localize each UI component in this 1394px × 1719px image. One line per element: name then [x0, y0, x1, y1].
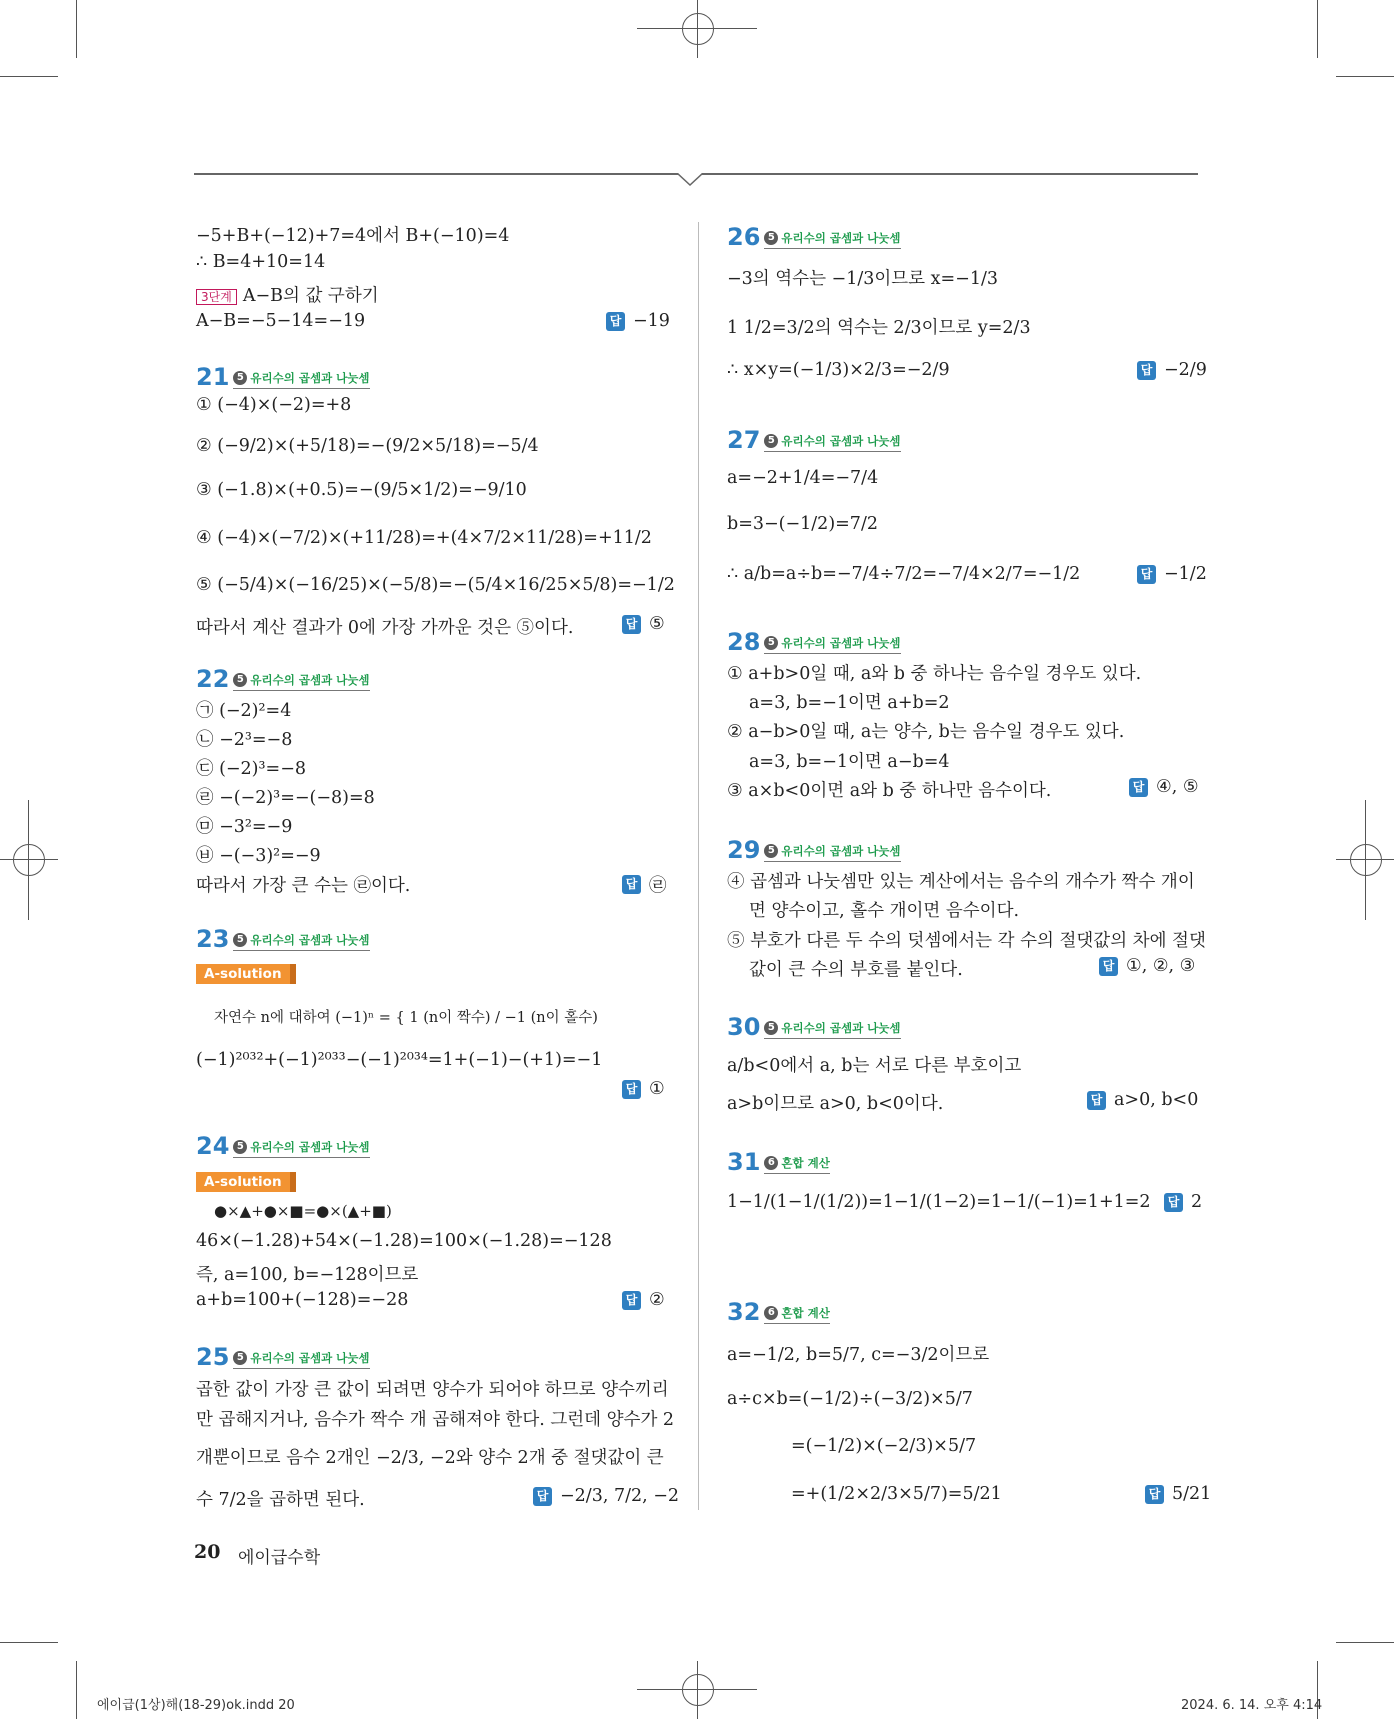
topic-tag: 5 유리수의 곱셈과 나눗셈: [764, 635, 900, 654]
question-number: 31: [727, 1148, 761, 1176]
q28-line-3: ② a−b>0일 때, a는 양수, b는 음수일 경우도 있다.: [727, 722, 1125, 742]
question-29-header: [727, 838, 901, 862]
answer-value: −19: [633, 311, 670, 331]
question-number: 24: [196, 1132, 230, 1160]
question-number: 25: [196, 1343, 230, 1371]
step-text: A−B의 값 구하기: [242, 286, 379, 306]
q25-line-4: 수 7/2을 곱하면 된다.: [196, 1490, 365, 1510]
answer-value: ①: [649, 1079, 665, 1099]
answer-badge: 답: [1099, 957, 1118, 976]
question-number: 23: [196, 925, 230, 953]
q28-line-4: a=3, b=−1이면 a−b=4: [749, 752, 950, 772]
q24-line-3: a+b=100+(−128)=−28: [196, 1290, 409, 1310]
level-icon: 5: [764, 636, 778, 650]
top-line-4: A−B=−5−14=−19: [196, 311, 366, 331]
q22-line-2: ㉡ −2³=−8: [196, 730, 293, 750]
answer-32: [1145, 1484, 1211, 1504]
answer-badge: 답: [622, 1291, 641, 1310]
q27-line-3: ∴ a/b=a÷b=−7/4÷7/2=−7/4×2/7=−1/2: [727, 564, 1081, 584]
question-24-header: [196, 1134, 370, 1158]
q23-line-1: (−1)²⁰³²+(−1)²⁰³³−(−1)²⁰³⁴=1+(−1)−(+1)=−1: [196, 1050, 603, 1070]
question-28-header: [727, 630, 901, 654]
q26-line-3: ∴ x×y=(−1/3)×2/3=−2/9: [727, 360, 950, 380]
q22-line-1: ㉠ (−2)²=4: [196, 701, 292, 721]
q21-line-6: 따라서 계산 결과가 0에 가장 가까운 것은 ⑤이다.: [196, 618, 574, 638]
top-line-1: −5+B+(−12)+7=4에서 B+(−10)=4: [196, 226, 510, 246]
question-number: 21: [196, 363, 230, 391]
topic-tag: 5 유리수의 곱셈과 나눗셈: [233, 1139, 369, 1158]
question-number: 32: [727, 1298, 761, 1326]
q25-line-3: 개뿐이므로 음수 2개인 −2/3, −2와 양수 2개 중 절댓값이 큰: [196, 1448, 664, 1468]
question-26-header: [727, 225, 901, 249]
registration-mark-left: [13, 844, 45, 876]
step-heading: [196, 282, 379, 307]
answer-22: [622, 872, 667, 897]
answer-value: ⑤: [649, 614, 665, 634]
answer-top: [606, 311, 670, 331]
q27-line-1: a=−2+1/4=−7/4: [727, 468, 879, 488]
column-divider: [698, 222, 699, 1510]
q32-line-2: a÷c×b=(−1/2)÷(−3/2)×5/7: [727, 1389, 973, 1409]
q22-line-7: 따라서 가장 큰 수는 ㉣이다.: [196, 876, 411, 896]
question-21-header: [196, 365, 370, 389]
q22-line-5: ㉤ −3²=−9: [196, 817, 293, 837]
level-icon: 5: [764, 1021, 778, 1035]
crop-mark: [76, 1661, 77, 1719]
answer-value: 5/21: [1172, 1484, 1212, 1504]
q21-line-4: ④ (−4)×(−7/2)×(+11/28)=+(4×7/2×11/28)=+11/2: [196, 528, 652, 548]
a-solution-label: A-solution: [196, 1172, 296, 1192]
question-number: 30: [727, 1013, 761, 1041]
q26-line-1: −3의 역수는 −1/3이므로 x=−1/3: [727, 269, 999, 289]
answer-value: ㉣: [649, 876, 667, 896]
question-30-header: [727, 1015, 901, 1039]
footer-filename: 에이급(1상)해(18-29)ok.indd 20: [97, 1698, 295, 1713]
q21-line-5: ⑤ (−5/4)×(−16/25)×(−5/8)=−(5/4×16/25×5/8)=−1/2: [196, 575, 675, 595]
answer-value: −2/9: [1164, 360, 1207, 380]
topic-tag: 5 유리수의 곱셈과 나눗셈: [233, 370, 369, 389]
q31-line-1: 1−1/(1−1/(1/2))=1−1/(1−2)=1−1/(−1)=1+1=2: [727, 1192, 1151, 1212]
q30-line-1: a/b<0에서 a, b는 서로 다른 부호이고: [727, 1056, 1022, 1076]
q26-line-2: 1 1/2=3/2의 역수는 2/3이므로 y=2/3: [727, 318, 1031, 338]
q30-line-2: a>b이므로 a>0, b<0이다.: [727, 1094, 944, 1114]
crop-mark: [1317, 0, 1318, 58]
answer-31: [1164, 1192, 1202, 1212]
q25-line-2: 만 곱해지거나, 음수가 짝수 개 곱해져야 한다. 그런데 양수가 2: [196, 1410, 675, 1430]
q21-line-3: ③ (−1.8)×(+0.5)=−(9/5×1/2)=−9/10: [196, 480, 527, 500]
level-icon: 6: [764, 1306, 778, 1320]
registration-crosshair: [28, 800, 29, 920]
answer-value: ②: [649, 1290, 665, 1310]
q24-line-2: 즉, a=100, b=−128이므로: [196, 1265, 419, 1285]
a-solution-label: A-solution: [196, 964, 296, 984]
q28-line-1: ① a+b>0일 때, a와 b 중 하나는 음수일 경우도 있다.: [727, 664, 1142, 684]
q29-line-3: ⑤ 부호가 다른 두 수의 덧셈에서는 각 수의 절댓값의 차에 절댓: [727, 931, 1206, 951]
question-31-header: [727, 1150, 830, 1174]
level-icon: 5: [233, 371, 247, 385]
q32-line-1: a=−1/2, b=5/7, c=−3/2이므로: [727, 1345, 990, 1365]
q28-line-5: ③ a×b<0이면 a와 b 중 하나만 음수이다.: [727, 781, 1052, 801]
crop-mark: [0, 76, 58, 77]
answer-badge: 답: [1129, 778, 1148, 797]
answer-badge: 답: [1164, 1193, 1183, 1212]
crop-mark: [1336, 1642, 1394, 1643]
level-icon: 5: [233, 673, 247, 687]
q29-line-1: ④ 곱셈과 나눗셈만 있는 계산에서는 음수의 개수가 짝수 개이: [727, 872, 1195, 892]
registration-mark-right: [1350, 844, 1382, 876]
topic-tag: 5 유리수의 곱셈과 나눗셈: [764, 433, 900, 452]
q28-line-2: a=3, b=−1이면 a+b=2: [749, 693, 950, 713]
question-25-header: [196, 1345, 370, 1369]
answer-value: −1/2: [1164, 564, 1207, 584]
q24-solution: ●×▲+●×■=●×(▲+■): [214, 1202, 392, 1220]
answer-21: [622, 614, 665, 634]
topic-tag: 6 혼합 계산: [764, 1305, 829, 1324]
topic-tag: 6 혼합 계산: [764, 1155, 829, 1174]
answer-value: 2: [1191, 1192, 1203, 1212]
q29-line-2: 면 양수이고, 홀수 개이면 음수이다.: [749, 901, 1020, 921]
level-icon: 5: [233, 1140, 247, 1154]
answer-29: [1099, 956, 1195, 976]
book-title: 에이급수학: [238, 1548, 321, 1568]
registration-crosshair: [697, 1661, 698, 1719]
level-icon: 6: [764, 1156, 778, 1170]
answer-badge: 답: [622, 1080, 641, 1099]
answer-value: ④, ⑤: [1156, 777, 1199, 797]
registration-mark-top: [682, 13, 714, 45]
registration-mark-bottom: [682, 1674, 714, 1706]
q24-line-1: 46×(−1.28)+54×(−1.28)=100×(−1.28)=−128: [196, 1231, 612, 1251]
q22-line-6: ㉥ −(−3)²=−9: [196, 846, 321, 866]
crop-mark: [76, 0, 77, 58]
level-icon: 5: [764, 434, 778, 448]
registration-crosshair: [0, 859, 58, 860]
question-32-header: [727, 1300, 830, 1324]
answer-badge: 답: [606, 312, 625, 331]
top-line-2: ∴ B=4+10=14: [196, 252, 326, 272]
answer-value: −2/3, 7/2, −2: [560, 1486, 680, 1506]
topic-tag: 5 유리수의 곱셈과 나눗셈: [764, 230, 900, 249]
answer-badge: 답: [1087, 1091, 1106, 1110]
question-22-header: [196, 667, 370, 691]
step-badge: 3단계: [196, 289, 237, 305]
q27-line-2: b=3−(−1/2)=7/2: [727, 514, 878, 534]
answer-24: [622, 1290, 665, 1310]
q23-solution: 자연수 n에 대하여 (−1)ⁿ = { 1 (n이 짝수) / −1 (n이 홀수): [214, 1010, 598, 1026]
q21-line-2: ② (−9/2)×(+5/18)=−(9/2×5/18)=−5/4: [196, 436, 539, 456]
q21-line-1: ① (−4)×(−2)=+8: [196, 395, 352, 415]
question-number: 26: [727, 223, 761, 251]
question-number: 27: [727, 426, 761, 454]
level-icon: 5: [233, 1351, 247, 1365]
q32-line-3: =(−1/2)×(−2/3)×5/7: [791, 1436, 977, 1456]
crop-mark: [1336, 76, 1394, 77]
footer-timestamp: 2024. 6. 14. 오후 4:14: [1181, 1698, 1323, 1713]
answer-30: [1087, 1090, 1198, 1110]
level-icon: 5: [764, 231, 778, 245]
question-23-header: [196, 927, 370, 951]
header-notch: [677, 173, 703, 186]
topic-tag: 5 유리수의 곱셈과 나눗셈: [233, 932, 369, 951]
q22-line-4: ㉣ −(−2)³=−(−8)=8: [196, 788, 375, 808]
answer-badge: 답: [1145, 1485, 1164, 1504]
page-number: 20: [194, 1541, 221, 1563]
question-number: 28: [727, 628, 761, 656]
level-icon: 5: [233, 933, 247, 947]
q32-line-4: =+(1/2×2/3×5/7)=5/21: [791, 1484, 1002, 1504]
q22-line-3: ㉢ (−2)³=−8: [196, 759, 306, 779]
topic-tag: 5 유리수의 곱셈과 나눗셈: [764, 1020, 900, 1039]
registration-crosshair: [1365, 800, 1366, 920]
answer-value: ①, ②, ③: [1126, 956, 1196, 976]
topic-tag: 5 유리수의 곱셈과 나눗셈: [764, 843, 900, 862]
topic-tag: 5 유리수의 곱셈과 나눗셈: [233, 672, 369, 691]
answer-badge: 답: [622, 875, 641, 894]
answer-badge: 답: [1137, 361, 1156, 380]
level-icon: 5: [764, 844, 778, 858]
answer-28: [1129, 777, 1199, 797]
answer-badge: 답: [1137, 565, 1156, 584]
answer-23: [622, 1079, 665, 1099]
registration-crosshair: [697, 0, 698, 58]
question-number: 29: [727, 836, 761, 864]
answer-25: [533, 1486, 679, 1506]
answer-27: [1137, 564, 1207, 584]
answer-badge: 답: [533, 1487, 552, 1506]
crop-mark: [0, 1642, 58, 1643]
question-27-header: [727, 428, 901, 452]
topic-tag: 5 유리수의 곱셈과 나눗셈: [233, 1350, 369, 1369]
answer-26: [1137, 360, 1207, 380]
question-number: 22: [196, 665, 230, 693]
answer-badge: 답: [622, 615, 641, 634]
q25-line-1: 곱한 값이 가장 큰 값이 되려면 양수가 되어야 하므로 양수끼리: [196, 1380, 669, 1400]
q29-line-4: 값이 큰 수의 부호를 붙인다.: [749, 960, 963, 980]
answer-value: a>0, b<0: [1114, 1090, 1199, 1110]
